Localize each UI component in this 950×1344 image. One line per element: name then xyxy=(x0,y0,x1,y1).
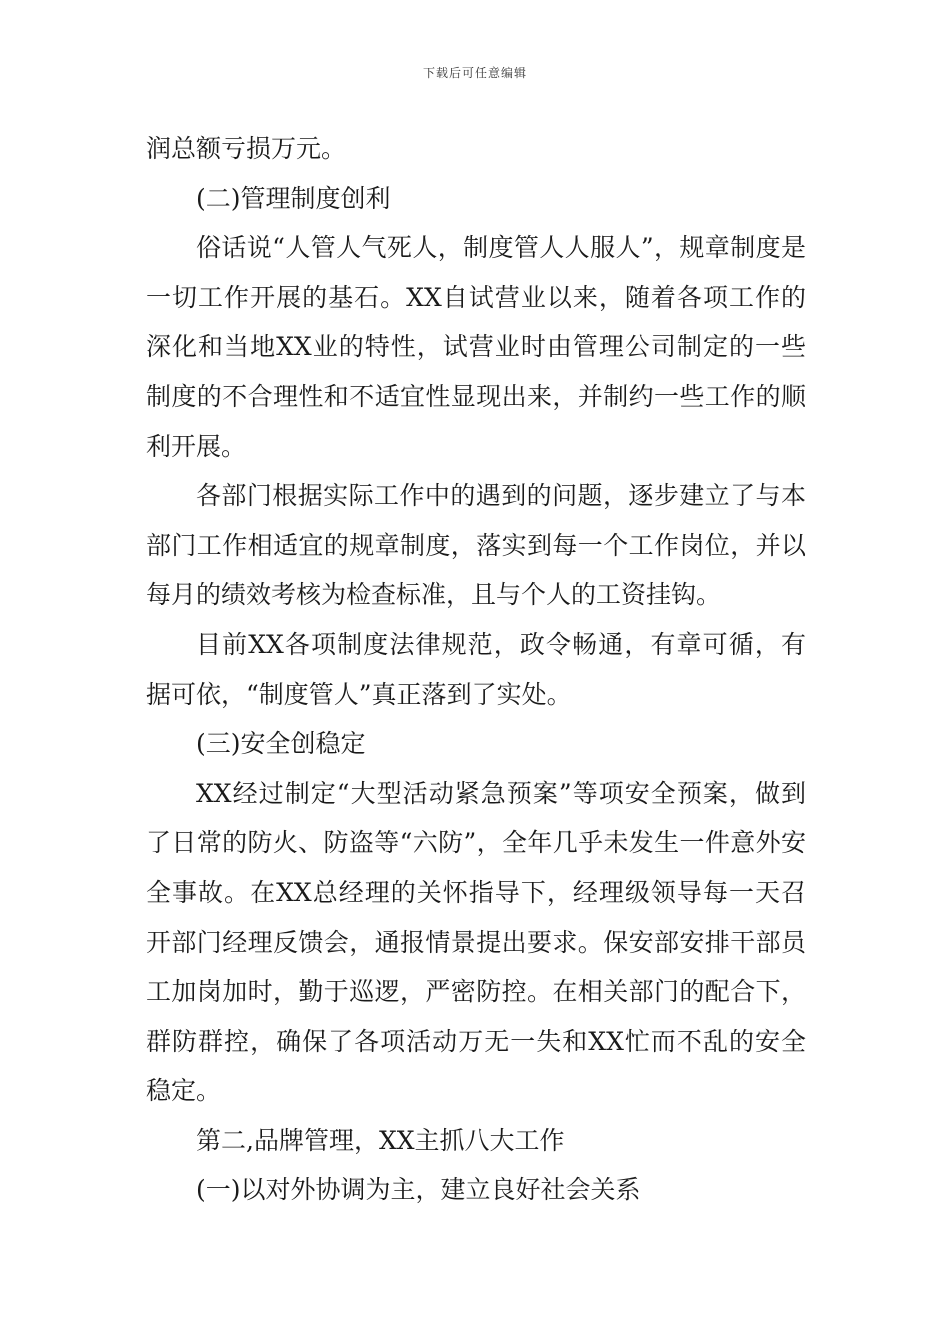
section-heading-external-coordination: (一)以对外协调为主，建立良好社会关系 xyxy=(196,1175,641,1205)
paragraph-safety-measures: XX经过制定“大型活动紧急预案”等项安全预案，做到了日常的防火、防盗等“六防”，全年几乎未发生一件意外安全事故。在XX总经理的关怀指导下，经理级领导每一天召开部门经理反馈会，通报情景提出要求。保安部安排干部员工加岗加时，勤于巡逻，严密防控。在相关部门的配合下，群防群控，确保了各项活动万无一失和XX忙而不乱的安全稳定。 xyxy=(146,778,806,1106)
paragraph-continuation: 润总额亏损万元。 xyxy=(146,134,347,163)
paragraph-departments-rules: 各部门根据实际工作中的遇到的问题，逐步建立了与本部门工作相适宜的规章制度，落实到每一个工作岗位，并以每月的绩效考核为检查标准，且与个人的工资挂钩。 xyxy=(146,481,806,610)
section-heading-safety: (三)安全创稳定 xyxy=(196,729,366,759)
document-body xyxy=(146,124,806,1215)
paragraph-rules-foundation: 俗话说“人管人气死人，制度管人人服人”，规章制度是一切工作开展的基石。XX自试营业以来，随着各项工作的深化和当地XX业的特性，试营业时由管理公司制定的一些制度的不合理性和不适宜性显现出来，并制约一些工作的顺利开展。 xyxy=(146,233,806,461)
page-header: 下载后可任意编辑 xyxy=(422,66,527,80)
section-heading-brand-management: 第二,品牌管理，XX主抓八大工作 xyxy=(196,1125,565,1155)
section-heading-management-system: (二)管理制度创利 xyxy=(196,183,391,213)
paragraph-current-status: 目前XX各项制度法律规范，政令畅通，有章可循，有据可依，“制度管人”真正落到了实处。 xyxy=(146,629,806,709)
